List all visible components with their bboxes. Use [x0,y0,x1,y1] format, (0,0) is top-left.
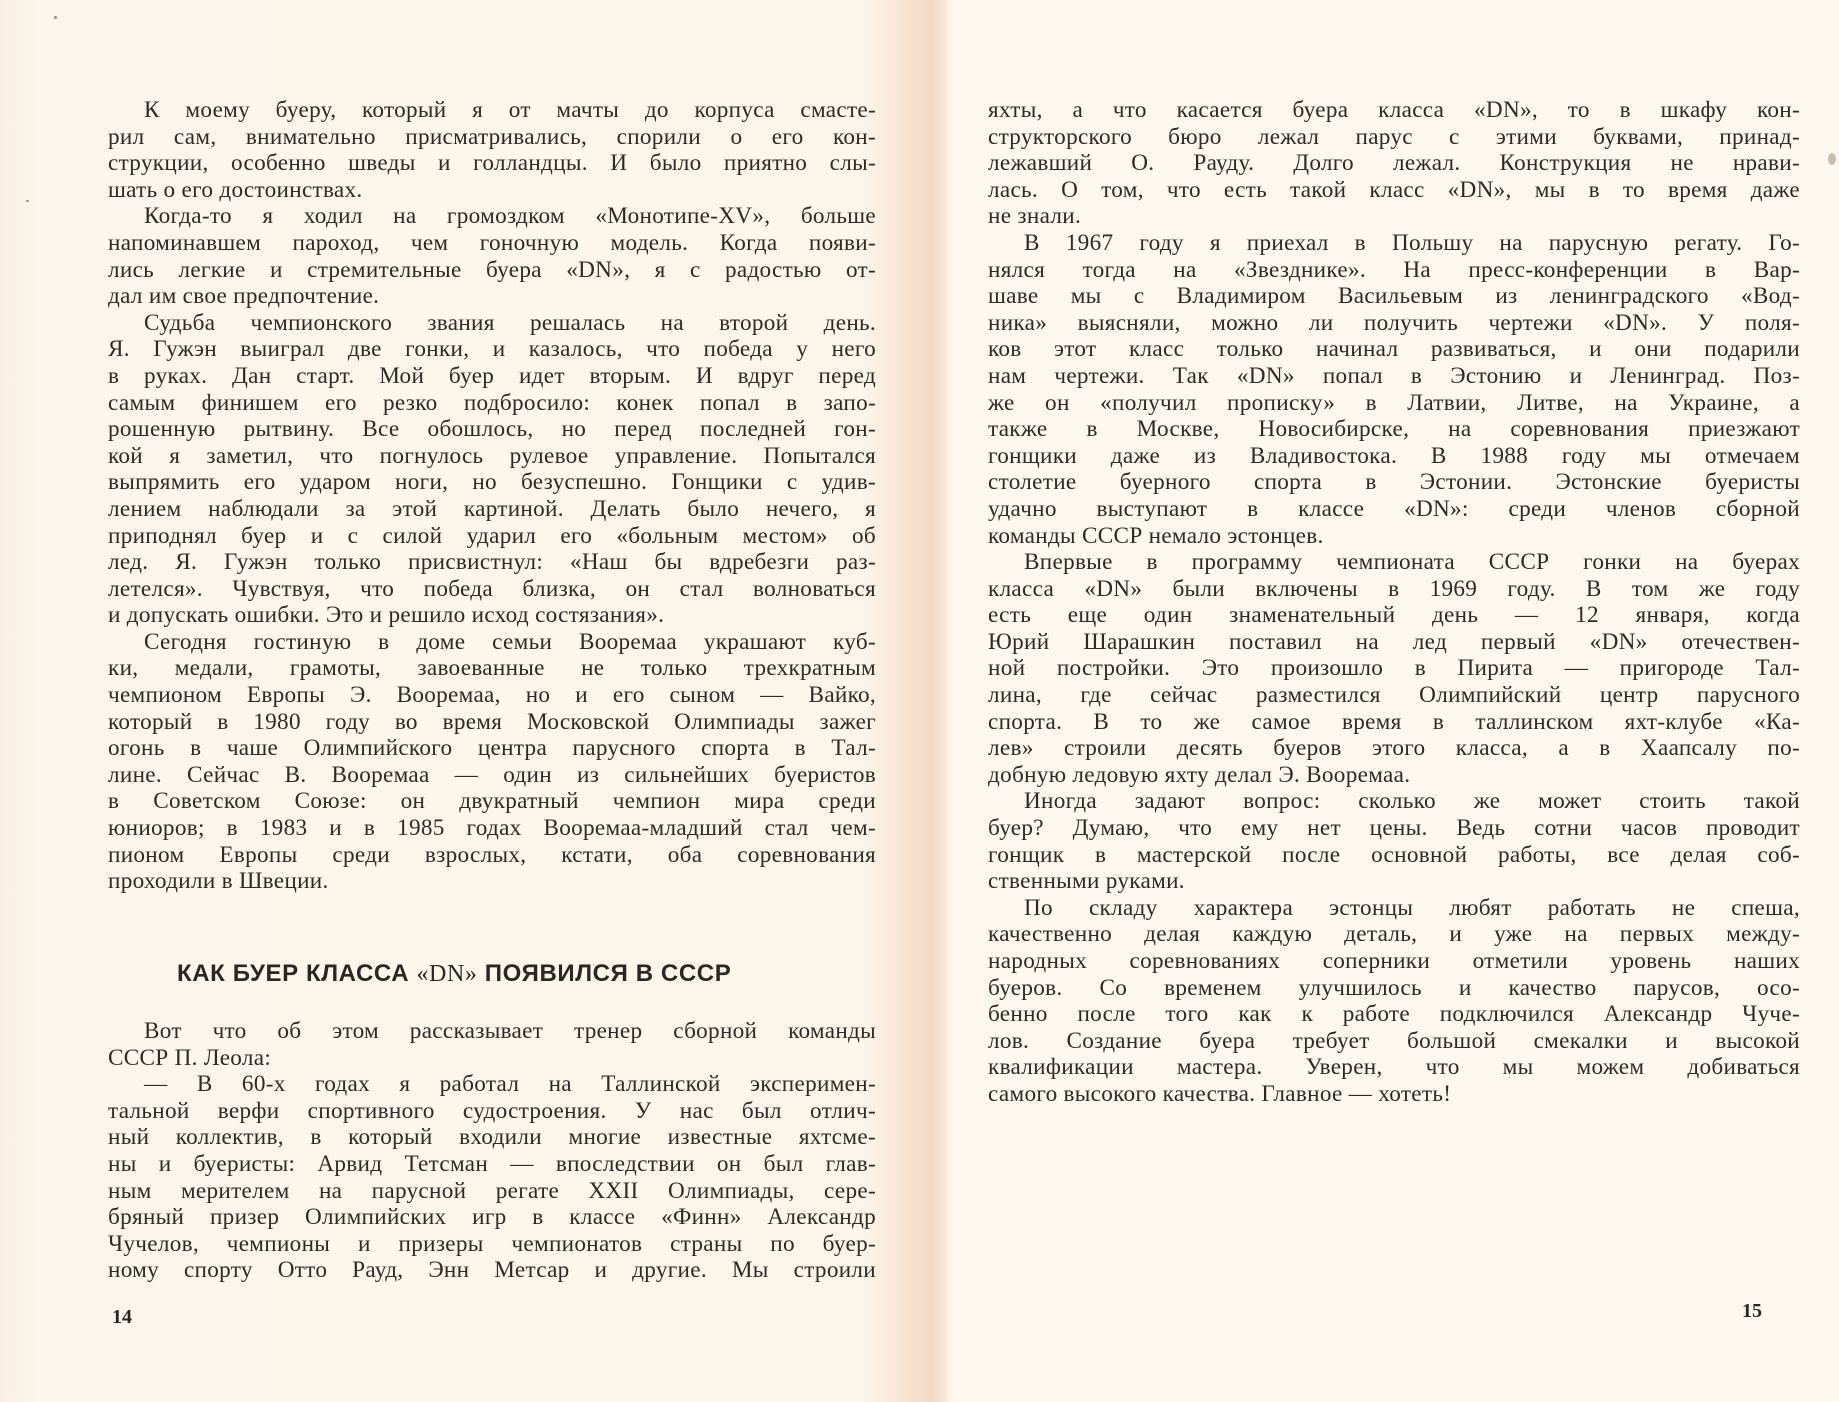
text-line: класса «DN» были включены в 1969 году. В том же году [988,575,1800,602]
right-page [948,0,1839,1402]
text-line: К моему буеру, который я от мачты до корпуса смасте- [144,97,876,123]
text-line: ны и буеристы: Арвид Тетсман — впоследствии он был глав- [108,1150,876,1177]
text-line: лись легкие и стремительные буера «DN», я с радостью от- [108,256,876,283]
text-line: дал им свое предпочтение. [108,283,380,310]
text-line: По складу характера эстонцы любят работать не спеша, [1024,894,1800,921]
section-heading [177,960,731,988]
text-line: структорского бюро лежал парус с этими буквами, принад- [988,123,1800,150]
text-line: кой я заметил, что погнулось рулевое управление. Попытался [108,442,876,469]
paper-speck [26,200,29,202]
text-line: который в 1980 году во время Московской Олимпиады зажег [108,708,876,735]
text-line: самым финишем его резко подбросило: конек попал в запо- [108,389,876,416]
text-line: ника» выясняли, можно ли получить чертежи «DN». У поля- [988,309,1800,336]
text-line: в руках. Дан старт. Мой буер идет вторым. И вдруг перед [108,362,876,389]
text-line: шаве мы с Владимиром Васильевым из ленинградского «Вод- [988,283,1800,310]
text-line: лед. Я. Гужэн только присвистнул: «Наш бы вдребезги раз- [108,549,876,576]
text-line: — В 60-х годах я работал на Таллинской эксперимен- [144,1071,876,1098]
text-line: не знали. [988,203,1082,230]
text-line: бряный призер Олимпийских игр в классе «Финн» Александр [108,1204,876,1231]
text-line: Впервые в программу чемпионата СССР гонки на буерах [1024,549,1800,576]
text-line: нялся тогда на «Звезднике». На пресс-конференции в Вар- [988,256,1800,283]
text-line: же он «получил прописку» в Латвии, Литве, на Украине, а [988,389,1800,416]
text-line: напоминавшем пароход, чем гоночную модель. Когда появи- [108,229,876,256]
text-line: Вот что об этом рассказывает тренер сборной команды [144,1018,876,1044]
text-line: пионом Европы среди взрослых, кстати, оба соревнования [108,841,876,868]
text-line: также в Москве, Новосибирске, на соревнования приезжают [988,416,1800,443]
text-line: столетие буерного спорта в Эстонии. Эстонские буеристы [988,469,1800,496]
text-line: буеров. Со временем улучшилось и качество парусов, осо- [988,974,1800,1001]
text-line: ный коллектив, в который входили многие известные яхтсме- [108,1124,876,1151]
text-line: СССР П. Леола: [108,1044,272,1071]
text-line: струкции, особенно шведы и голландцы. И было приятно слы- [108,150,876,177]
text-line: летелся». Чувствуя, что победа близка, он стал волноваться [108,575,876,602]
text-line: Я. Гужэн выиграл две гонки, и казалось, что победа у него [108,336,876,363]
text-line: и допускать ошибки. Это и решило исход состязания». [108,602,665,629]
text-line: лина, где сейчас разместился Олимпийский центр парусного [988,682,1800,709]
text-line: ственными руками. [988,868,1185,895]
right-page-text [988,97,1800,1108]
left-page-text-section-a [108,97,876,895]
page-number-left: 14 [112,1306,132,1328]
text-line: шать о его достоинствах. [108,176,363,203]
text-line: ков этот класс только начинал развиваться, и они подарили [988,336,1800,363]
page-number-right: 15 [1742,1300,1762,1322]
text-line: проходили в Швеции. [108,868,329,895]
text-line: ки, медали, грамоты, завоеванные не только трехкратным [108,655,876,682]
paper-speck [54,16,57,19]
text-line: рошенную рытвину. Все обошлось, но перед последней гон- [108,416,876,443]
text-line: Юрий Шарашкин поставил на лед первый «DN» отечествен- [988,628,1800,655]
text-line: лов. Создание буера требует большой смекалки и высокой [988,1027,1800,1054]
text-line: буер? Думаю, что ему нет цены. Ведь сотни часов проводит [988,815,1800,842]
text-line: лась. О том, что есть такой класс «DN», мы в то время даже [988,176,1800,203]
text-line: огонь в чаше Олимпийского центра парусного спорта в Тал- [108,735,876,762]
text-line: лежавший О. Рауду. Долго лежал. Конструкция не нрави- [988,150,1800,177]
heading-part-2: ПОЯВИЛСЯ В СССР [477,960,732,987]
text-line: Чучелов, чемпионы и призеры чемпионатов страны по буер- [108,1230,876,1257]
text-line: Судьба чемпионского звания решалась на второй день. [144,309,876,336]
text-line: юниоров; в 1983 и в 1985 годах Вооремаа-младший стал чем- [108,815,876,842]
text-line: ной постройки. Это произошло в Пирита — пригороде Тал- [988,655,1800,682]
text-line: гонщики даже из Владивостока. В 1988 году мы отмечаем [988,442,1800,469]
text-line: в Советском Союзе: он двукратный чемпион мира среди [108,788,876,815]
text-line: ному спорту Отто Рауд, Энн Метсар и другие. Мы строили [108,1257,876,1284]
text-line: В 1967 году я приехал в Польшу на парусную регату. Го- [1024,229,1800,256]
text-line: яхты, а что касается буера класса «DN», то в шкафу кон- [988,97,1800,123]
text-line: гонщик в мастерской после основной работы, все делая соб- [988,841,1800,868]
text-line: лением наблюдали за этой картиной. Делать было нечего, я [108,495,876,522]
text-line: спорта. В то же самое время в таллинском яхт-клубе «Ка- [988,708,1800,735]
text-line: Сегодня гостиную в доме семьи Вооремаа украшают куб- [144,628,876,655]
paper-speck [1828,153,1836,165]
text-line: рил сам, внимательно присматривались, спорили о его кон- [108,123,876,150]
text-line: добную ледовую яхту делал Э. Вооремаа. [988,761,1411,788]
text-line: приподнял буер и с силой ударил его «больным местом» об [108,522,876,549]
text-line: тальной верфи спортивного судостроения. У нас был отлич- [108,1097,876,1124]
text-line: народных соревнованиях соперники отметили уровень наших [988,948,1800,974]
text-line: бенно после того как к работе подключился Александр Чуче- [988,1001,1800,1028]
text-line: самого высокого качества. Главное — хотеть! [988,1080,1452,1107]
left-page-text-section-b [108,1018,876,1284]
text-line: есть еще один знаменательный день — 12 января, когда [988,602,1800,629]
text-line: чемпионом Европы Э. Вооремаа, но и его сыном — Вайко, [108,682,876,709]
text-line: квалификации мастера. Уверен, что мы можем добиваться [988,1054,1800,1081]
text-line: ным мерителем на парусной регате XXII Олимпиады, сере- [108,1177,876,1204]
text-line: Когда-то я ходил на громоздком «Монотипе-XV», больше [144,203,876,230]
heading-class-name: «DN» [416,961,478,987]
text-line: Иногда задают вопрос: сколько же может стоить такой [1024,788,1800,815]
text-line: качественно делая каждую деталь, и уже на первых между- [988,921,1800,948]
text-line: команды СССР немало эстонцев. [988,522,1324,549]
heading-part-1: КАК БУЕР КЛАССА [177,960,417,987]
text-line: выпрямить его ударом ноги, но безуспешно. Гонщики с удив- [108,469,876,496]
text-line: удачно выступают в классе «DN»: среди членов сборной [988,495,1800,522]
text-line: нам чертежи. Так «DN» попал в Эстонию и Ленинград. Поз- [988,362,1800,389]
text-line: лев» строили десять буеров этого класса, а в Хаапсалу по- [988,735,1800,762]
text-line: лине. Сейчас В. Вооремаа — один из сильнейших буеристов [108,761,876,788]
